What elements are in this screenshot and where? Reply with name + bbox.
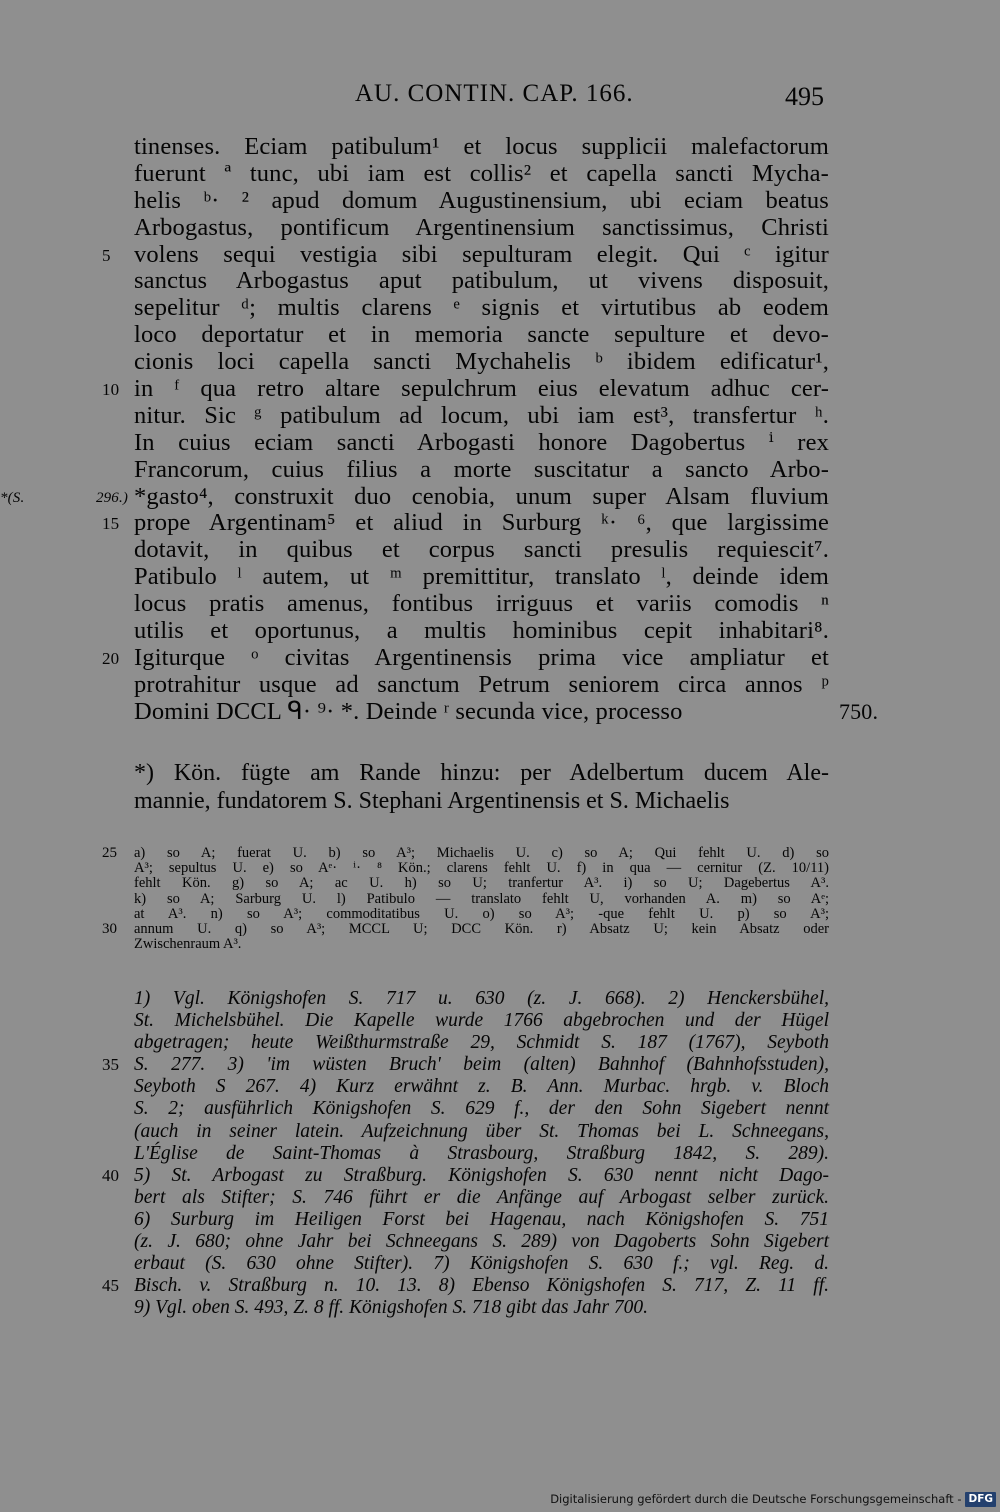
footnote-line [102,1275,829,1297]
apparatus-line [134,861,829,876]
line-text: sepelitur ᵈ; multis clarens ᵉ signis et virtutibus ab eodem [134,294,829,322]
line-text: Arbogastus, pontificum Argentinensium sanctissimus, Christi [134,213,829,241]
line-text: 5) St. Arbogast zu Straßburg. Königshofen S. 630 nennt nicht Dago- [134,1164,829,1186]
line-text: L'Église de Saint-Thomas à Strasbourg, Straßburg 1842, S. 289). [134,1142,829,1164]
line-text: prope Argentinam⁵ et aliud in Surburg ᵏ· ⁶, que largissime [134,509,829,537]
page-header [0,80,1000,116]
text-line [134,161,829,188]
footnote-line [134,1076,829,1098]
line-text: helis ᵇ· ² apud domum Augustinensium, ubi eciam beatus [134,186,829,214]
line-text: S. 277. 3) 'im wüsten Bruch' beim (alten) Bahnhof (Bahnhofsstuden), [134,1054,829,1076]
line-text: fehlt Kön. g) so A; ac U. h) so U; tranfertur A³. i) so U; Dagebertus A³. [134,875,829,892]
text-line [134,268,829,295]
line-text: tinenses. Eciam patibulum¹ et locus supplicii malefactorum [134,133,829,160]
apparatus-line [134,937,829,952]
line-number: 10 [102,380,120,400]
text-line [134,349,829,376]
apparatus-line [134,907,829,922]
critical-apparatus [102,845,829,953]
line-text: fuerunt ª tunc, ubi iam est collis² et capella sancti Mycha- [134,159,829,187]
line-text: 6) Surburg im Heiligen Forst bei Hagenau, nach Königshofen S. 751 [134,1208,829,1230]
text-line [102,643,829,672]
line-text: protrahitur usque ad sanctum Petrum seniorem circa annos ᵖ [134,670,829,698]
line-text: abgetragen; heute Weißthurmstraße 29, Schmidt S. 187 (1767), Seyboth [134,1032,829,1054]
line-text: bert als Stifter; S. 746 führt er die Anfänge auf Arbogast selber zurück. [134,1186,829,1208]
main-text [0,133,879,726]
text-line [0,482,829,511]
line-number: 20 [102,648,120,668]
line-text: volens sequi vestigia sibi sepulturam elegit. Qui ᶜ igitur [134,240,829,268]
line-text: S. 2; ausführlich Königshofen S. 629 f., der den Sohn Sigebert nennt [134,1098,829,1120]
line-text: annum U. q) so A³; MCCL U; DCC Kön. r) Absatz U; kein Absatz oder [134,920,829,937]
apparatus-line [134,892,829,907]
text-line [134,564,829,591]
text-line [134,537,829,564]
line-text: Igiturque ᵒ civitas Argentinensis prima vice ampliatur et [134,643,829,671]
text-line [134,322,829,349]
star-note [134,759,829,815]
footnote-line [134,1231,829,1253]
apparatus-line [134,876,829,891]
text-line [102,509,829,537]
dfg-logo: DFG [965,1492,996,1507]
line-text: (auch in seiner latein. Aufzeichnung über St. Thomas bei L. Schneegans, [134,1120,829,1142]
footnote-line [102,1054,829,1076]
line-text: 1) Vgl. Königshofen S. 717 u. 630 (z. J. 668). 2) Henckersbühel, [134,988,829,1009]
footnote-line [134,1297,829,1319]
text-line [134,134,829,161]
line-text: (z. J. 680; ohne Jahr bei Schneegans S. 289) von Dagoberts Sohn Sigebert [134,1231,829,1253]
footnote-line [134,1187,829,1209]
page-number: 495 [785,82,824,111]
line-text: Domini DCCL ᑫ· ⁹· *. Deinde ʳ secunda vice, processo [134,697,683,725]
footnotes [102,988,829,1319]
line-text: *) Kön. fügte am Rande hinzu: per Adelbertum ducem Ale- [134,760,829,786]
text-line [134,591,829,618]
apparatus-line [102,845,829,861]
text-line [134,457,829,484]
line-text: erbaut (S. 630 ohne Stifter). 7) Königshofen S. 630 f.; vgl. Reg. d. [134,1253,829,1275]
footnote-line [134,1032,829,1054]
apparatus-line [102,920,829,937]
text-line [134,697,879,726]
line-text: in ᶠ qua retro altare sepulchrum eius elevatum adhuc cer- [134,375,829,403]
text-line [102,375,829,403]
line-text: Patibulo ˡ autem, ut ᵐ premittitur, translato ˡ, deinde idem [134,563,829,591]
line-text: Bisch. v. Straßburg n. 10. 13. 8) Ebenso Königshofen S. 717, Z. 11 ff. [134,1275,829,1297]
text-line [134,430,829,457]
note-line [134,759,829,787]
footnote-line [134,1209,829,1231]
line-text: 9) Vgl. oben S. 493, Z. 8 ff. Königshofen S. 718 gibt das Jahr 700. [134,1297,649,1319]
line-text: utilis et oportunus, a multis hominibus cepit inhabitari⁸. [134,617,829,645]
footer-credit: Digitalisierung gefördert durch die Deutsche Forschungsgemeinschaft - [550,1492,962,1506]
footnote-line [134,1143,829,1165]
line-number: 15 [102,514,120,534]
line-number: 25 [102,845,117,861]
footnote-line [134,1253,829,1275]
footnote-line [134,1010,829,1032]
text-line [134,295,829,322]
line-text: sanctus Arbogastus aput patibulum, ut vivens disposuit, [134,267,829,295]
line-text: dotavit, in quibus et corpus sancti presulis requiescit⁷. [134,536,829,564]
running-title: AU. CONTIN. CAP. 166. [355,80,634,107]
line-number: 45 [102,1276,119,1296]
text-line [134,403,829,430]
line-number: 40 [102,1165,119,1185]
line-text: at A³. n) so A³; commoditatibus U. o) so A³; -que fehlt U. p) so A³; [134,905,829,922]
line-text: mannie, fundatorem S. Stephani Argentinensis et S. Michaelis [134,788,730,814]
line-text: A³; sepultus U. e) so Aᵉ· ⁱ· ⁸ Kön.; clarens fehlt U. f) in qua — cernitur (Z. 10/11) [134,860,829,877]
line-number: 5 [102,245,111,265]
line-number: 35 [102,1055,119,1075]
text-line [102,240,829,269]
line-text: In cuius eciam sancti Arbogasti honore Dagobertus ⁱ rex [134,428,829,456]
footnote-line [134,988,829,1010]
footer [550,1490,996,1508]
footnote-line [102,1164,829,1187]
line-text: locus pratis amenus, fontibus irriguus et variis comodis ⁿ [134,590,829,618]
line-text: nitur. Sic ᵍ patibulum ad locum, ubi iam est³, transfertur ʰ. [134,401,829,429]
line-text: Francorum, cuius filius a morte suscitatur a sancto Arbo- [134,455,829,483]
margin-year: 750. [839,698,879,724]
footnote-line [134,1121,829,1143]
footnote-line [134,1098,829,1120]
line-text: k) so A; Sarburg U. l) Patibulo — translato fehlt U, vorhanden A. m) so Aᵉ; [134,890,829,907]
line-text: St. Michelsbühel. Die Kapelle wurde 1766 abgebrochen und der Hügel [134,1010,829,1032]
line-text: a) so A; fuerat U. b) so A³; Michaelis U. c) so A; Qui fehlt U. d) so [134,845,829,861]
text-line [134,672,829,699]
line-text: cionis loci capella sancti Mychahelis ᵇ ibidem edificatur¹, [134,348,829,376]
note-line [134,787,829,815]
margin-page-reference: *(S. 296.) [0,489,128,506]
text-line [134,618,829,645]
line-number: 30 [102,920,117,937]
line-text: *gasto⁴, construxit duo cenobia, unum super Alsam fluvium [134,482,829,510]
line-text: loco deportatur et in memoria sancte sepulture et devo- [134,321,829,349]
text-line [134,188,829,215]
line-text: Zwischenraum A³. [134,936,242,953]
line-text: Seyboth S 267. 4) Kurz erwähnt z. B. Ann. Murbac. hrgb. v. Bloch [134,1076,829,1098]
text-line [134,215,829,242]
